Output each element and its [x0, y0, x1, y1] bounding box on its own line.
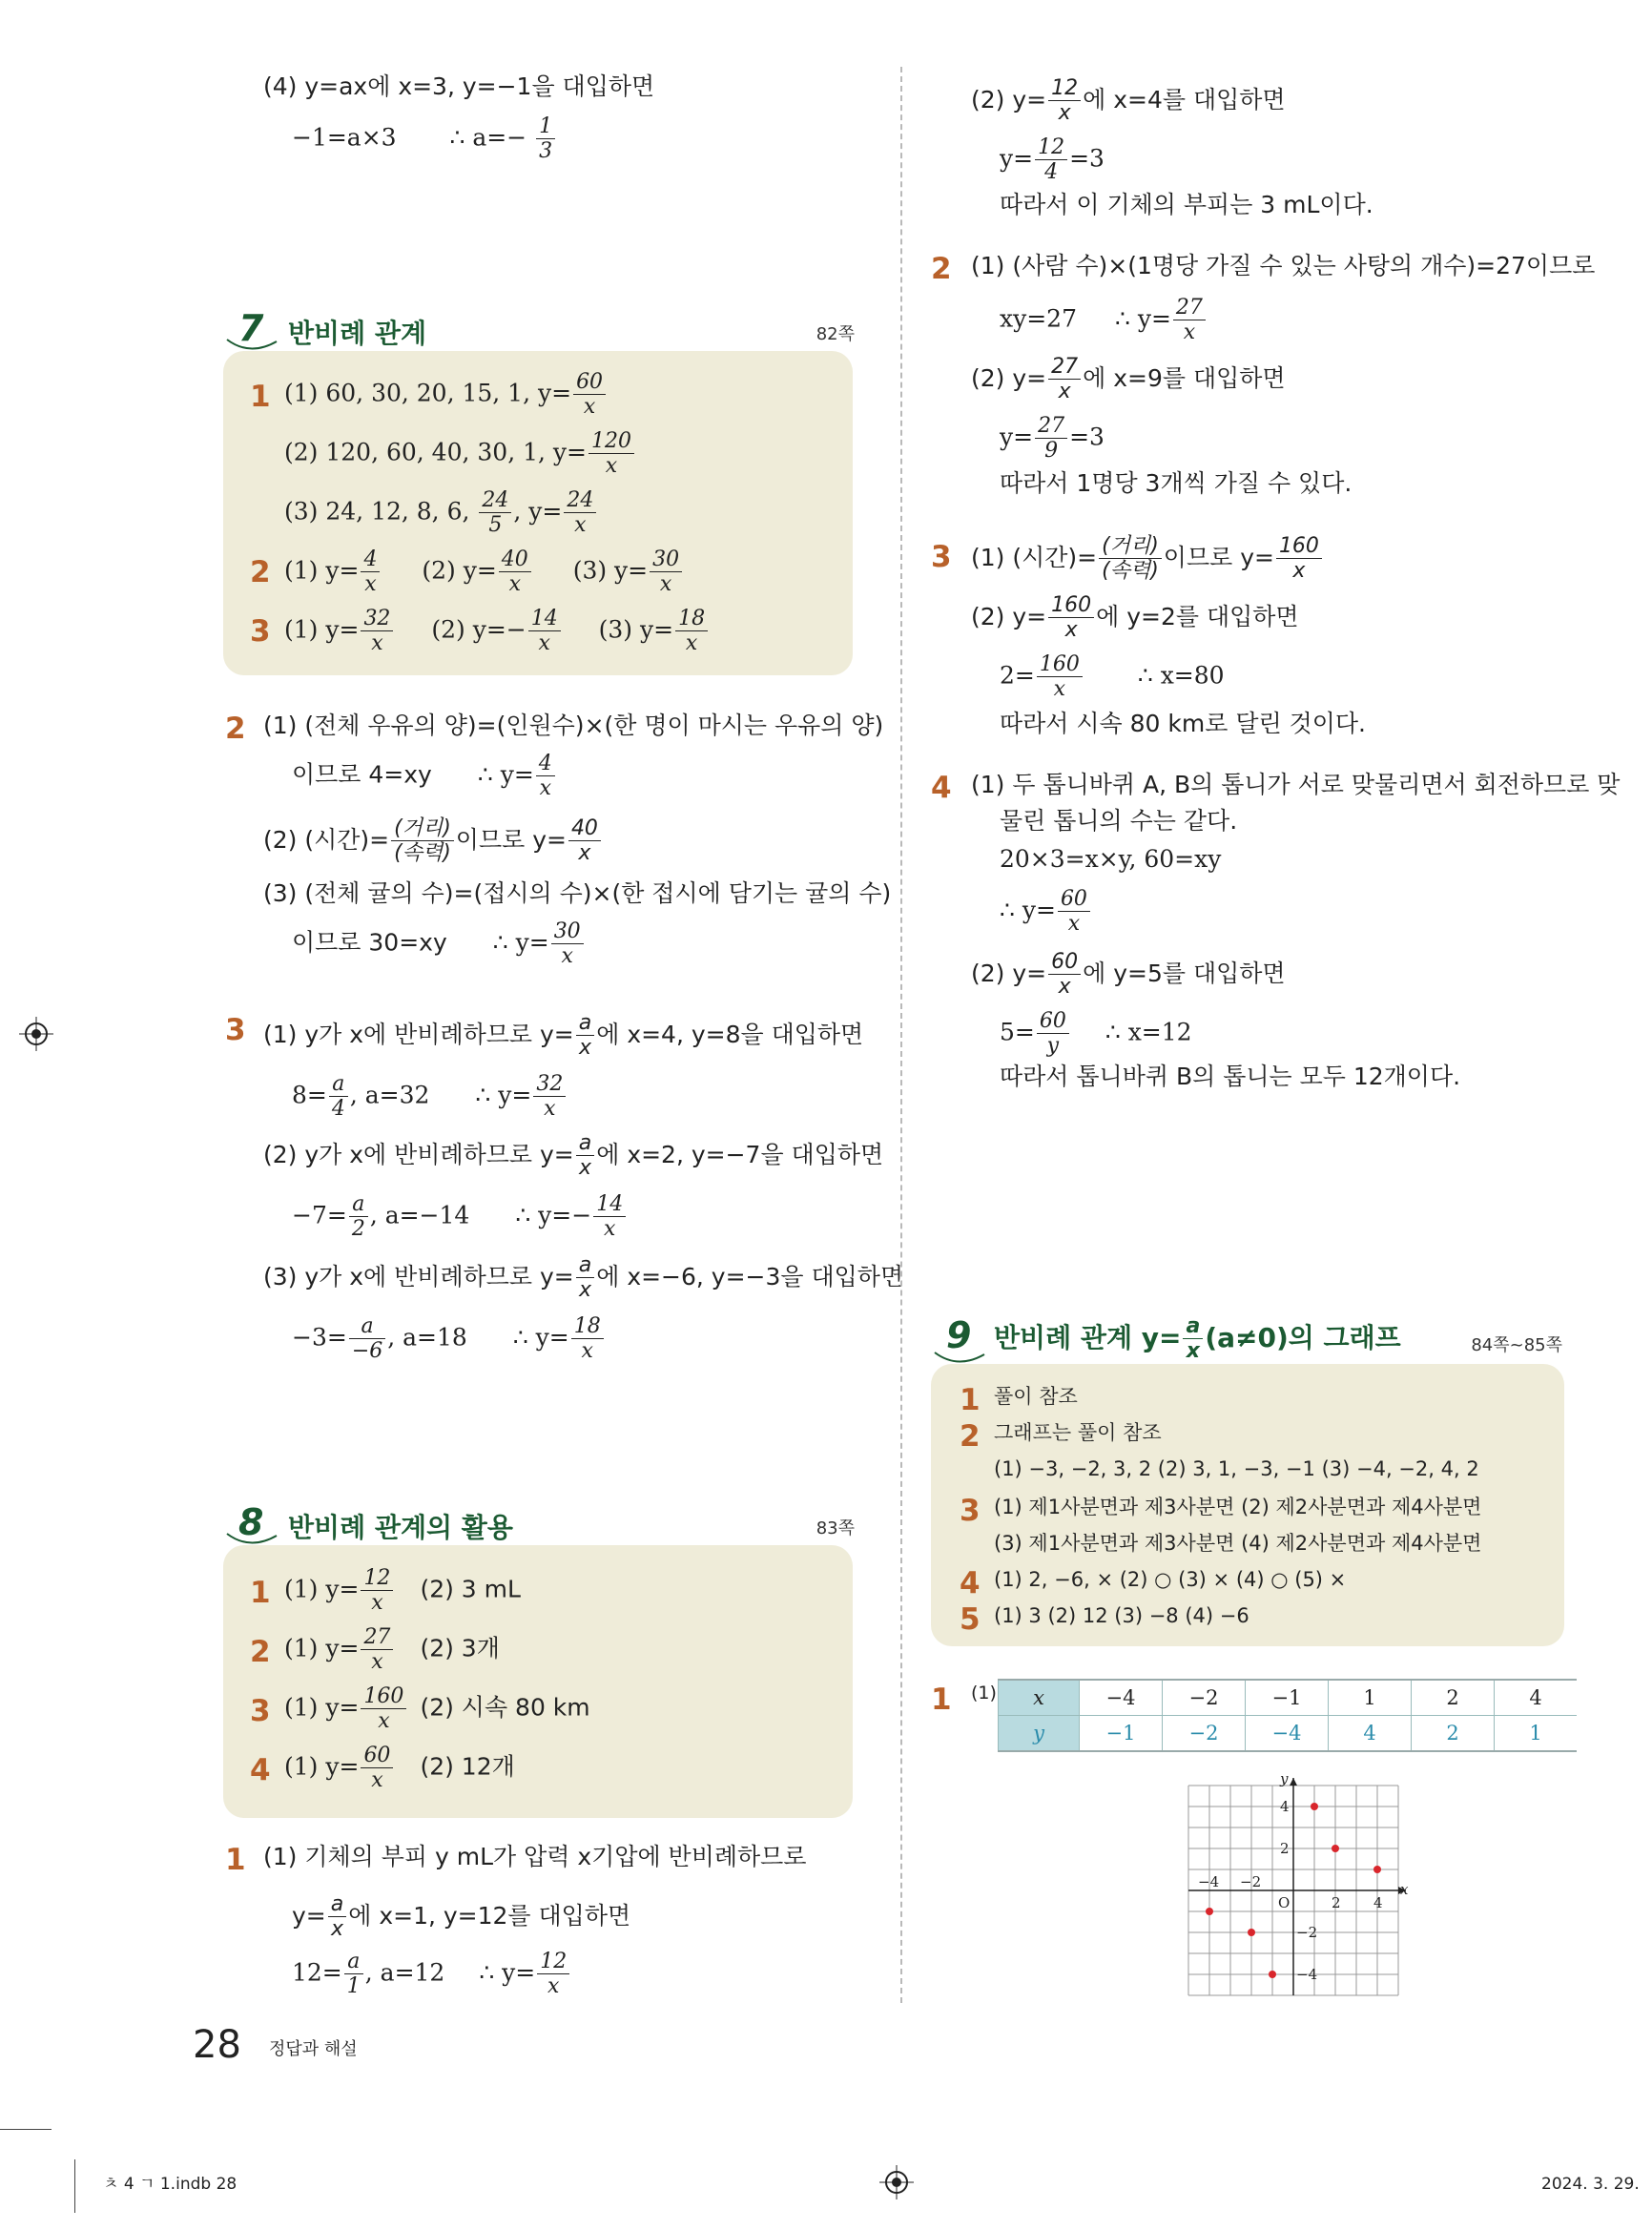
p3-line-6: −3= $\frac{a}{-6}$ , a=18 ∴ y= $\frac{18}{x}$	[292, 1314, 606, 1364]
x-tick-label: 4	[1373, 1894, 1383, 1911]
p2-line-1: (1) (전체 우유의 양)=(인원수)×(한 명이 마시는 우유의 양)	[263, 712, 884, 739]
answer-9-3b: (3) 제1사분면과 제3사분면 (4) 제2사분면과 제4사분면	[994, 1532, 1482, 1555]
data-point	[1373, 1866, 1381, 1873]
coordinate-graph	[1169, 1766, 1417, 2014]
p1b-line-1: (1) 기체의 부피 y mL가 압력 x기압에 반비례하므로	[263, 1843, 807, 1870]
p3-line-3: (2) y가 x에 반비례하므로 y= $\frac{a}{x}$ 에 x=2, y=−7을 대입하면	[263, 1131, 884, 1181]
y-axis-label: y	[1280, 1770, 1289, 1787]
p3-line-4: −7= $\frac{a}{2}$ , a=−14 ∴ y=− $\frac{14}{x}$	[292, 1192, 628, 1242]
table-cell: −1	[1246, 1680, 1329, 1716]
section-number-icon: 9	[946, 1314, 972, 1356]
answer-box-7	[223, 351, 853, 675]
section-7-header	[233, 307, 862, 349]
answer-9-2-sub: (1) −3, −2, 3, 2 (2) 3, 1, −3, −1 (3) −4, −2, 4, 2	[994, 1457, 1479, 1480]
page-reference: 83쪽	[816, 1518, 855, 1538]
data-point	[1206, 1908, 1213, 1915]
data-point	[1311, 1803, 1318, 1810]
file-name: ㅊ 4 ㄱ 1.indb 28	[103, 2175, 237, 2194]
table-cell: 1	[1495, 1716, 1578, 1752]
data-point	[1332, 1845, 1339, 1852]
table-cell: 1	[1329, 1680, 1412, 1716]
r4-line-4: ∴ y= $\frac{60}{x}$	[1000, 887, 1092, 937]
r3-line-4: 따라서 시속 80 km로 달린 것이다.	[1000, 710, 1366, 737]
y-tick-label: 4	[1280, 1798, 1290, 1815]
item-number: 5	[960, 1602, 981, 1637]
section-title: 반비례 관계	[288, 318, 426, 349]
answer-8-4: (1) y= $\frac{60}{x}$ (2) 12개	[284, 1744, 515, 1793]
registration-mark-icon	[878, 2163, 916, 2201]
top-line-1: (4) y=ax에 x=3, y=−1을 대입하면	[263, 72, 655, 100]
r2-line-1: (1) (사람 수)×(1명당 가질 수 있는 사탕의 개수)=27이므로	[971, 252, 1596, 279]
sub-number: (1)	[971, 1683, 997, 1703]
r2-line-3: (2) y= $\frac{27}{x}$ 에 x=9를 대입하면	[971, 355, 1286, 404]
data-point	[1248, 1929, 1255, 1936]
table-header-x: x	[999, 1680, 1080, 1716]
r3-line-3: 2= $\frac{160}{x}$ ∴ x=80	[1000, 652, 1225, 702]
problem-number: 3	[225, 1013, 246, 1047]
item-number: 3	[250, 614, 271, 649]
y-tick-label: 2	[1280, 1840, 1290, 1857]
value-table	[998, 1679, 1577, 1752]
table-cell: 2	[1412, 1716, 1495, 1752]
print-date: 2024. 3. 29.	[1541, 2175, 1640, 2194]
p3-line-5: (3) y가 x에 반비례하므로 y= $\frac{a}{x}$ 에 x=−6, y=−3을 대입하면	[263, 1253, 904, 1303]
p2-line-2: 이므로 4=xy ∴ y= $\frac{4}{x}$	[292, 752, 557, 801]
answer-box-8	[223, 1545, 853, 1818]
page-number: 28	[193, 2023, 241, 2067]
table-cell: −4	[1080, 1680, 1163, 1716]
item-number: 4	[960, 1566, 981, 1600]
answer-9-2: 그래프는 풀이 참조	[994, 1421, 1162, 1444]
y-axis-arrow-icon	[1290, 1778, 1297, 1786]
crop-mark	[74, 2159, 75, 2213]
section-title: 반비례 관계의 활용	[288, 1512, 513, 1543]
item-number: 2	[960, 1419, 981, 1454]
table-cell: −4	[1246, 1716, 1329, 1752]
section-title: 반비례 관계 y= $\frac{a}{x}$ (a≠0)의 그래프	[994, 1314, 1401, 1364]
answer-8-2: (1) y= $\frac{27}{x}$ (2) 3개	[284, 1625, 500, 1675]
r4-line-1: (1) 두 톱니바퀴 A, B의 톱니가 서로 맞물리면서 회전하므로 맞	[971, 771, 1621, 798]
p2-line-3: (2) (시간)= $\frac{\text{(거리)}}{\text{(속력)}}$ 이므로 y= $\frac{40}{x}$	[263, 816, 603, 866]
page-reference: 82쪽	[816, 324, 855, 344]
r4-line-5: (2) y= $\frac{60}{x}$ 에 y=5를 대입하면	[971, 950, 1286, 1000]
top-line-2: −1=a×3 ∴ a=− $\frac{1}{3}$	[292, 114, 557, 164]
item-number: 4	[250, 1753, 271, 1787]
answer-7-2: (1) y= $\frac{4}{x}$ (2) y= $\frac{40}{x}$ (3) y= $\frac{30}{x}$	[284, 547, 684, 597]
table-cell: −2	[1163, 1716, 1246, 1752]
answer-7-1-1: (1) 60, 30, 20, 15, 1, y= $\frac{60}{x}$	[284, 370, 608, 420]
page-reference: 84쪽~85쪽	[1471, 1335, 1562, 1355]
item-number: 1	[250, 1576, 271, 1610]
y-tick-label: −2	[1296, 1924, 1318, 1941]
column-divider	[900, 67, 902, 2003]
p2-line-4: (3) (전체 귤의 수)=(접시의 수)×(한 접시에 담기는 귤의 수)	[263, 879, 892, 907]
answer-box-9	[931, 1364, 1564, 1646]
p1b-line-2: y= $\frac{a}{x}$ 에 x=1, y=12를 대입하면	[292, 1892, 631, 1942]
r2-line-4: y= $\frac{27}{9}$ =3	[1000, 414, 1105, 464]
x-axis-label: x	[1400, 1881, 1409, 1898]
problem-number: 1	[931, 1683, 952, 1717]
r3-line-2: (2) y= $\frac{160}{x}$ 에 y=2를 대입하면	[971, 593, 1299, 643]
table-cell: 4	[1329, 1716, 1412, 1752]
table-header-y: y	[999, 1716, 1080, 1752]
origin-label: O	[1278, 1894, 1291, 1911]
item-number: 1	[250, 380, 271, 414]
answer-7-1-3: (3) 24, 12, 8, 6, $\frac{24}{5}$ , y= $\frac{24}{x}$	[284, 488, 598, 538]
r1-line-1: (2) y= $\frac{12}{x}$ 에 x=4를 대입하면	[971, 76, 1286, 126]
table-cell: −2	[1163, 1680, 1246, 1716]
problem-number: 1	[225, 1843, 246, 1877]
problem-number: 3	[931, 540, 952, 574]
problem-number: 2	[225, 712, 246, 746]
answer-8-1: (1) y= $\frac{12}{x}$ (2) 3 mL	[284, 1566, 521, 1616]
page-footer-label: 정답과 해설	[269, 2039, 358, 2059]
section-9-header	[940, 1314, 1570, 1362]
answer-9-3a: (1) 제1사분면과 제3사분면 (2) 제2사분면과 제4사분면	[994, 1496, 1482, 1518]
x-tick-label: 2	[1332, 1894, 1341, 1911]
p1b-line-3: 12= $\frac{a}{1}$ , a=12 ∴ y= $\frac{12}{x}$	[292, 1950, 571, 1999]
answer-7-1-2: (2) 120, 60, 40, 30, 1, y= $\frac{120}{x}$	[284, 429, 636, 479]
y-tick-label: −4	[1296, 1966, 1318, 1983]
problem-number: 2	[931, 252, 952, 286]
answer-8-3: (1) y= $\frac{160}{x}$ (2) 시속 80 km	[284, 1684, 590, 1734]
p2-line-5: 이므로 30=xy ∴ y= $\frac{30}{x}$	[292, 919, 586, 969]
r2-line-5: 따라서 1명당 3개씩 가질 수 있다.	[1000, 469, 1353, 497]
registration-mark-icon	[17, 1015, 55, 1053]
item-number: 3	[960, 1494, 981, 1528]
r3-line-1: (1) (시간)= $\frac{\text{(거리)}}{\text{(속력)}}$ 이므로 y= $\frac{160}{x}$	[971, 534, 1324, 584]
section-number-icon: 8	[238, 1501, 264, 1543]
answer-7-3: (1) y= $\frac{32}{x}$ (2) y=− $\frac{14}{x}$ (3) y= $\frac{18}{x}$	[284, 607, 710, 656]
answer-9-5: (1) 3 (2) 12 (3) −8 (4) −6	[994, 1604, 1249, 1627]
x-tick-label: −4	[1198, 1873, 1220, 1890]
r2-line-2: xy=27 ∴ y= $\frac{27}{x}$	[1000, 296, 1208, 345]
r1-line-3: 따라서 이 기체의 부피는 3 mL이다.	[1000, 191, 1373, 218]
p3-line-1: (1) y가 x에 반비례하므로 y= $\frac{a}{x}$ 에 x=4, y=8을 대입하면	[263, 1011, 864, 1061]
r1-line-2: y= $\frac{12}{4}$ =3	[1000, 135, 1105, 185]
r4-line-3: 20×3=x×y, 60=xy	[1000, 845, 1222, 873]
x-tick-label: −2	[1240, 1873, 1262, 1890]
item-number: 2	[250, 555, 271, 589]
section-number-icon: 7	[238, 307, 264, 349]
r4-line-2: 물린 톱니의 수는 같다.	[1000, 807, 1238, 835]
table-cell: −1	[1080, 1716, 1163, 1752]
problem-number: 4	[931, 771, 952, 805]
crop-mark	[0, 2129, 52, 2130]
r4-line-6: 5= $\frac{60}{y}$ ∴ x=12	[1000, 1009, 1192, 1059]
table-cell: 4	[1495, 1680, 1578, 1716]
r4-line-7: 따라서 톱니바퀴 B의 톱니는 모두 12개이다.	[1000, 1063, 1461, 1090]
item-number: 1	[960, 1383, 981, 1417]
answer-9-4: (1) 2, −6, × (2) ○ (3) × (4) ○ (5) ×	[994, 1568, 1347, 1591]
table-cell: 2	[1412, 1680, 1495, 1716]
answer-9-1: 풀이 참조	[994, 1385, 1078, 1408]
data-point	[1269, 1971, 1276, 1978]
p3-line-2: 8= $\frac{a}{4}$ , a=32 ∴ y= $\frac{32}{x}$	[292, 1072, 568, 1122]
item-number: 2	[250, 1635, 271, 1669]
section-8-header	[233, 1501, 862, 1543]
item-number: 3	[250, 1694, 271, 1728]
